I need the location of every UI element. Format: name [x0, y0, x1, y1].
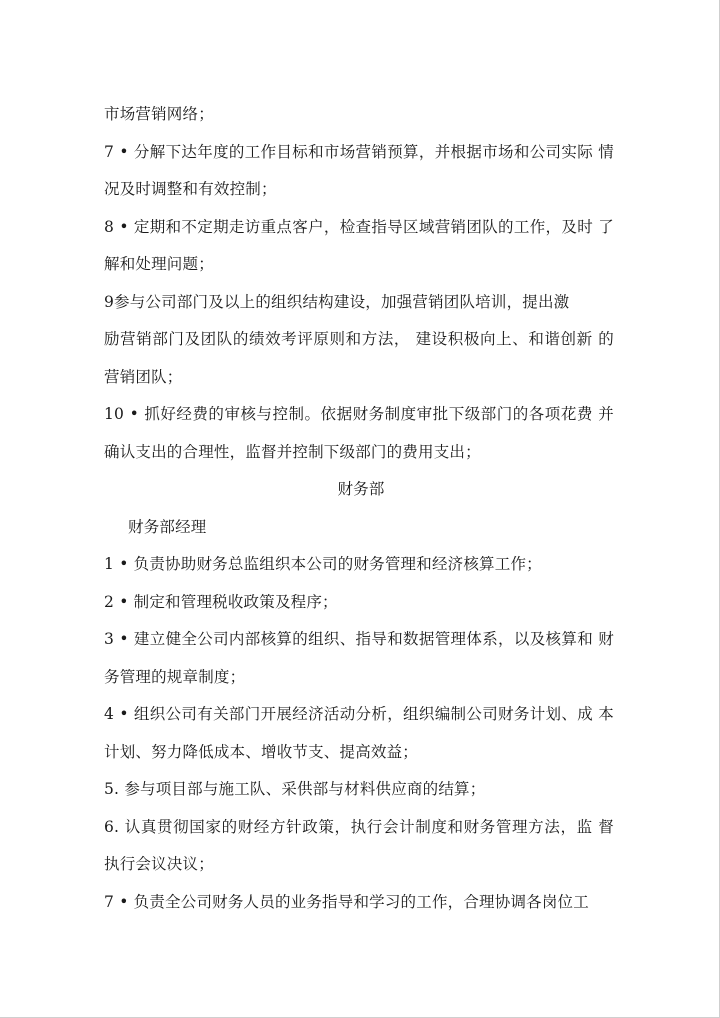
text-line: 9参与公司部门及以上的组织结构建设，加强营销团队培训，提出激: [104, 292, 570, 311]
text-line: 务管理的规章制度；: [104, 667, 246, 686]
text-line: 市场营销网络；: [104, 105, 214, 123]
text-line: 10 • 抓好经费的审核与控制。依据财务制度审批下级部门的各项花费 并: [104, 405, 614, 423]
text-line: 4 • 组织公司有关部门开展经济活动分析，组织编制公司财务计划、成 本: [104, 705, 614, 723]
text-line: 7 • 分解下达年度的工作目标和市场营销预算，并根据市场和公司实际 情: [104, 142, 614, 161]
text-line: 2 • 制定和管理税收政策及程序；: [104, 592, 338, 611]
text-line: 确认支出的合理性，监督并控制下级部门的费用支出；: [104, 442, 481, 461]
text-line: 营销团队；: [104, 367, 183, 386]
text-line: 5. 参与项目部与施工队、采供部与材料供应商的结算；: [104, 780, 486, 798]
text-line: 励营销部门及团队的绩效考评原则和方法， 建设积极向上、和谐创新 的: [104, 330, 614, 348]
section-heading: 财务部: [337, 480, 385, 498]
text-line: 3 • 建立健全公司内部核算的组织、指导和数据管理体系，以及核算和 财: [104, 630, 614, 648]
text-line: 执行会议决议；: [104, 855, 214, 873]
text-line: 计划、努力降低成本、增收节支、提高效益；: [104, 742, 419, 761]
subsection-heading: 财务部经理: [128, 517, 207, 536]
text-line: 6. 认真贯彻国家的财经方针政策，执行会计制度和财务管理方法，监 督: [104, 817, 614, 836]
document-body: [104, 96, 614, 921]
text-line: 1 • 负责协助财务总监组织本公司的财务管理和经济核算工作；: [104, 555, 542, 573]
text-line: 况及时调整和有效控制；: [104, 180, 277, 198]
text-line: 解和处理问题；: [104, 255, 214, 273]
text-line: 8 • 定期和不定期走访重点客户，检查指导区域营销团队的工作，及时 了: [104, 217, 614, 236]
text-line: 7 • 负责全公司财务人员的业务指导和学习的工作，合理协调各岗位工: [104, 892, 589, 911]
